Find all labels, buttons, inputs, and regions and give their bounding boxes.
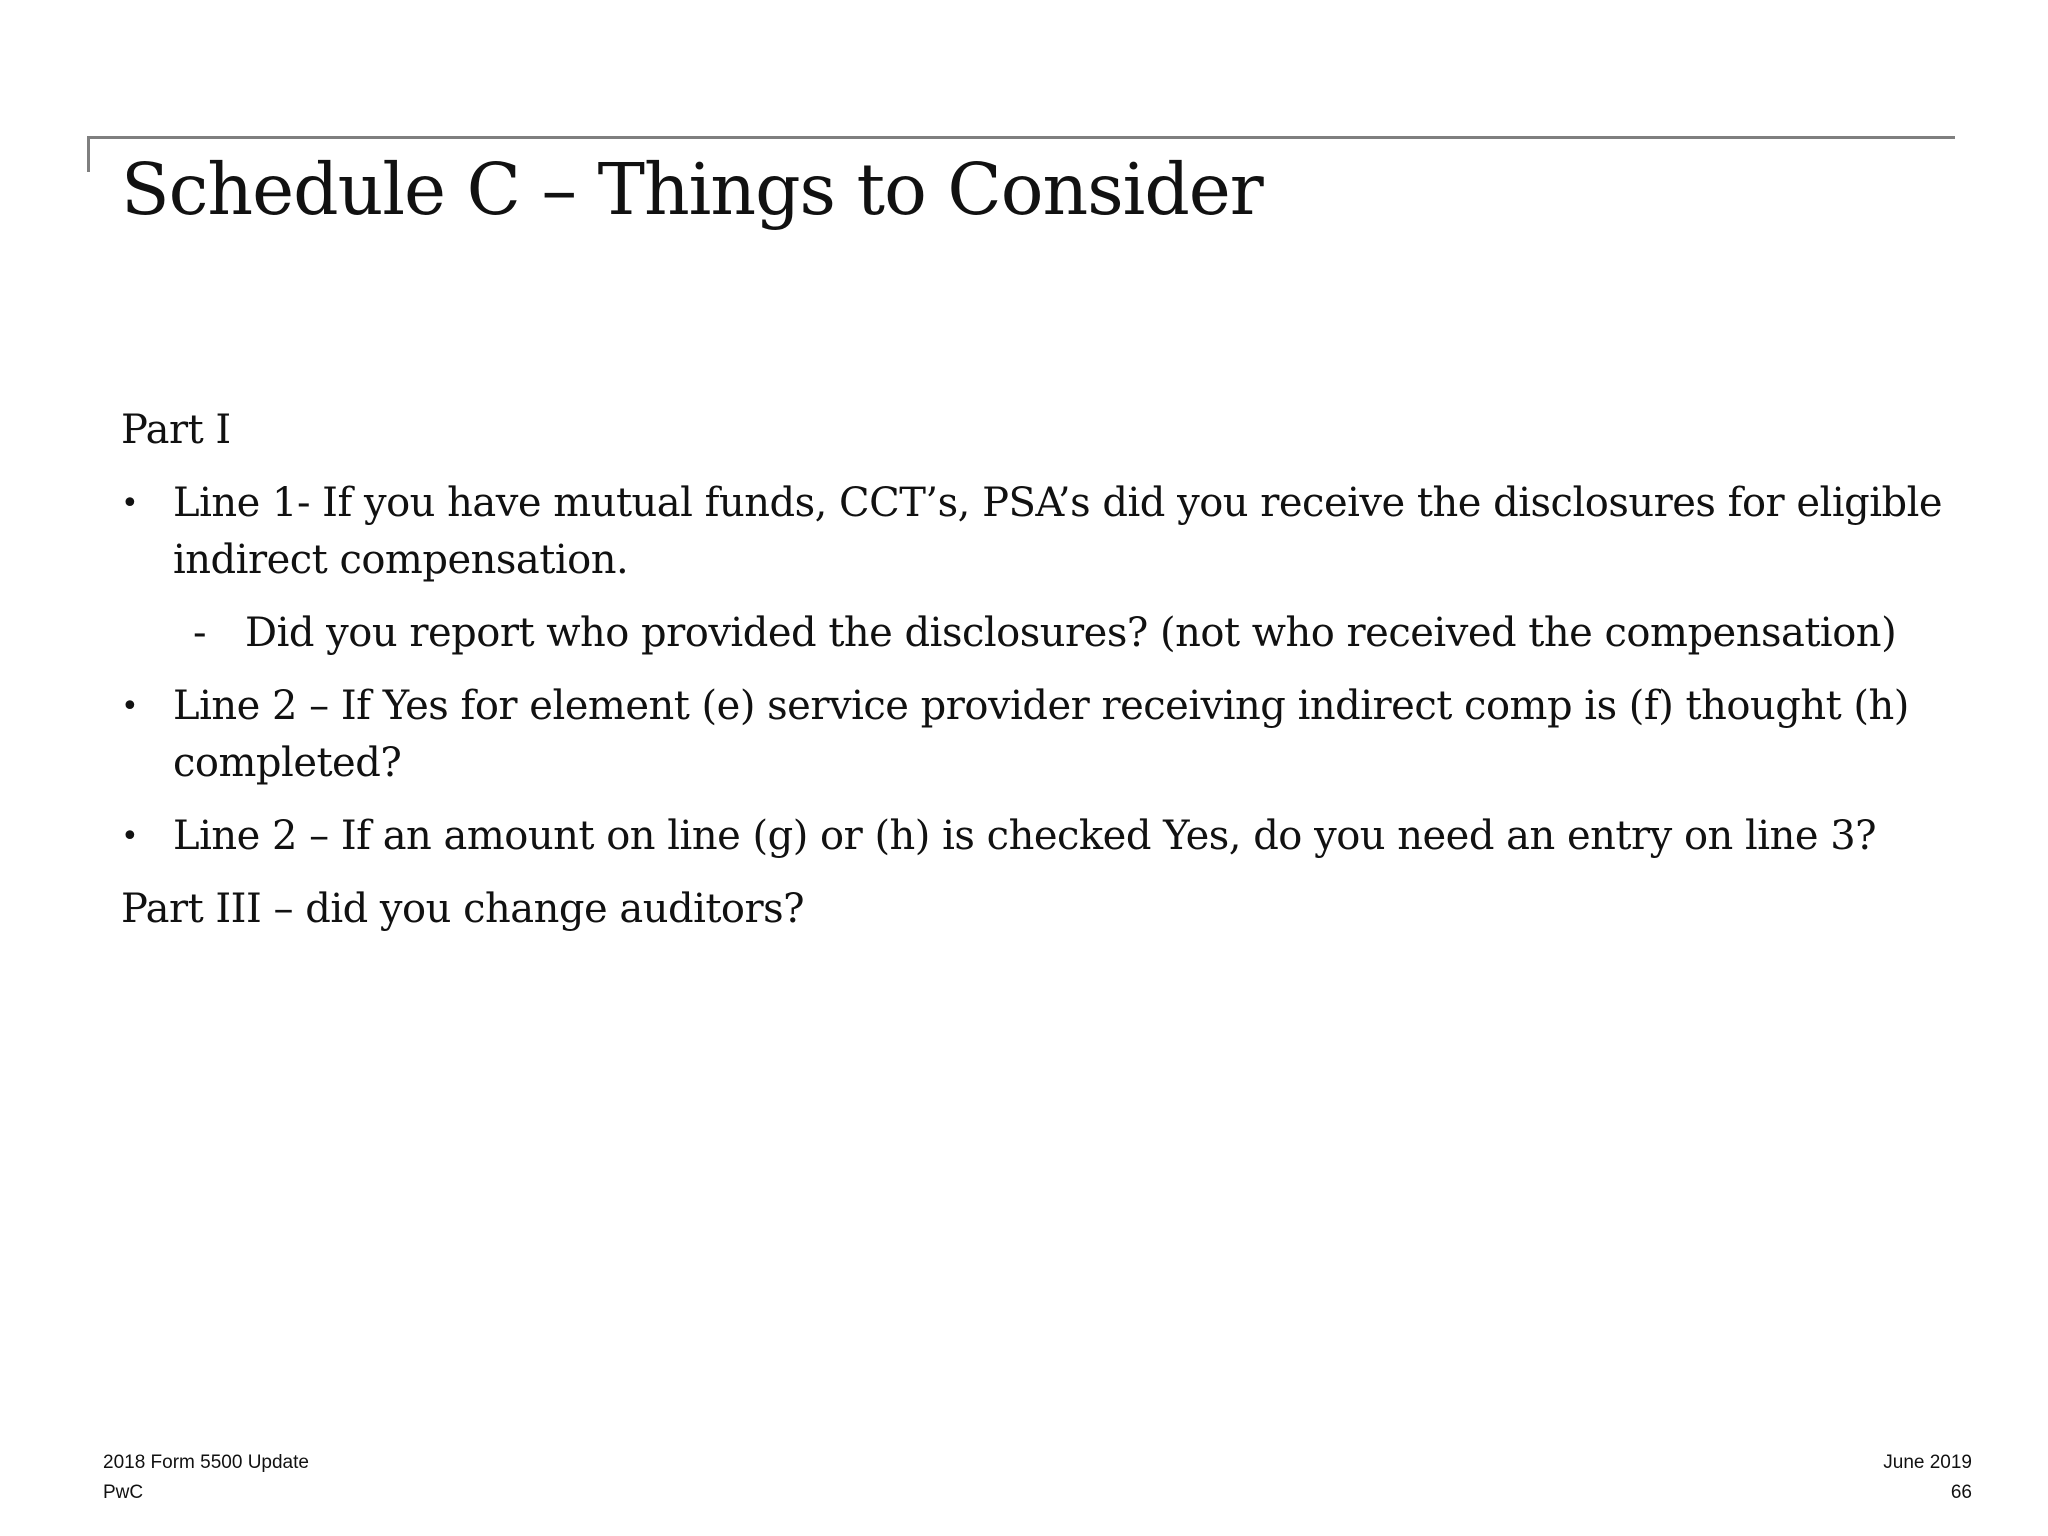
bullet-icon: • xyxy=(121,819,139,854)
title-frame-top-line xyxy=(87,136,1955,139)
title-frame-left-tick xyxy=(87,136,90,172)
bullet-icon: • xyxy=(121,689,139,724)
bullet-icon: • xyxy=(121,486,139,521)
bullet-line-1 xyxy=(121,475,1951,589)
sub-bullet-disclosures xyxy=(121,605,1951,662)
part-3-heading: Part III – did you change auditors? xyxy=(121,886,805,932)
part-1-heading: Part I xyxy=(121,407,231,453)
bullet-text: Line 1- If you have mutual funds, CCT’s, PSA’s did you receive the disclosures for eligible indirect compensation. xyxy=(173,480,1943,583)
bullet-text: Line 2 – If Yes for element (e) service provider receiving indirect comp is (f) thought (h) completed? xyxy=(173,683,1909,786)
footer-company: PwC xyxy=(103,1482,144,1503)
slide-body xyxy=(121,402,1951,954)
sub-bullet-text: Did you report who provided the disclosures? (not who received the compensation) xyxy=(245,610,1897,656)
footer-date: June 2019 xyxy=(1883,1452,1972,1473)
dash-icon: - xyxy=(193,610,207,656)
footer-page-number: 66 xyxy=(1950,1482,1972,1503)
bullet-line-2-amount xyxy=(121,808,1951,865)
bullet-line-2-element-e xyxy=(121,678,1951,792)
footer-doc-title: 2018 Form 5500 Update xyxy=(103,1452,309,1473)
bullet-text: Line 2 – If an amount on line (g) or (h) is checked Yes, do you need an entry on line 3? xyxy=(173,813,1877,859)
slide-title: Schedule C – Things to Consider xyxy=(121,148,1263,231)
